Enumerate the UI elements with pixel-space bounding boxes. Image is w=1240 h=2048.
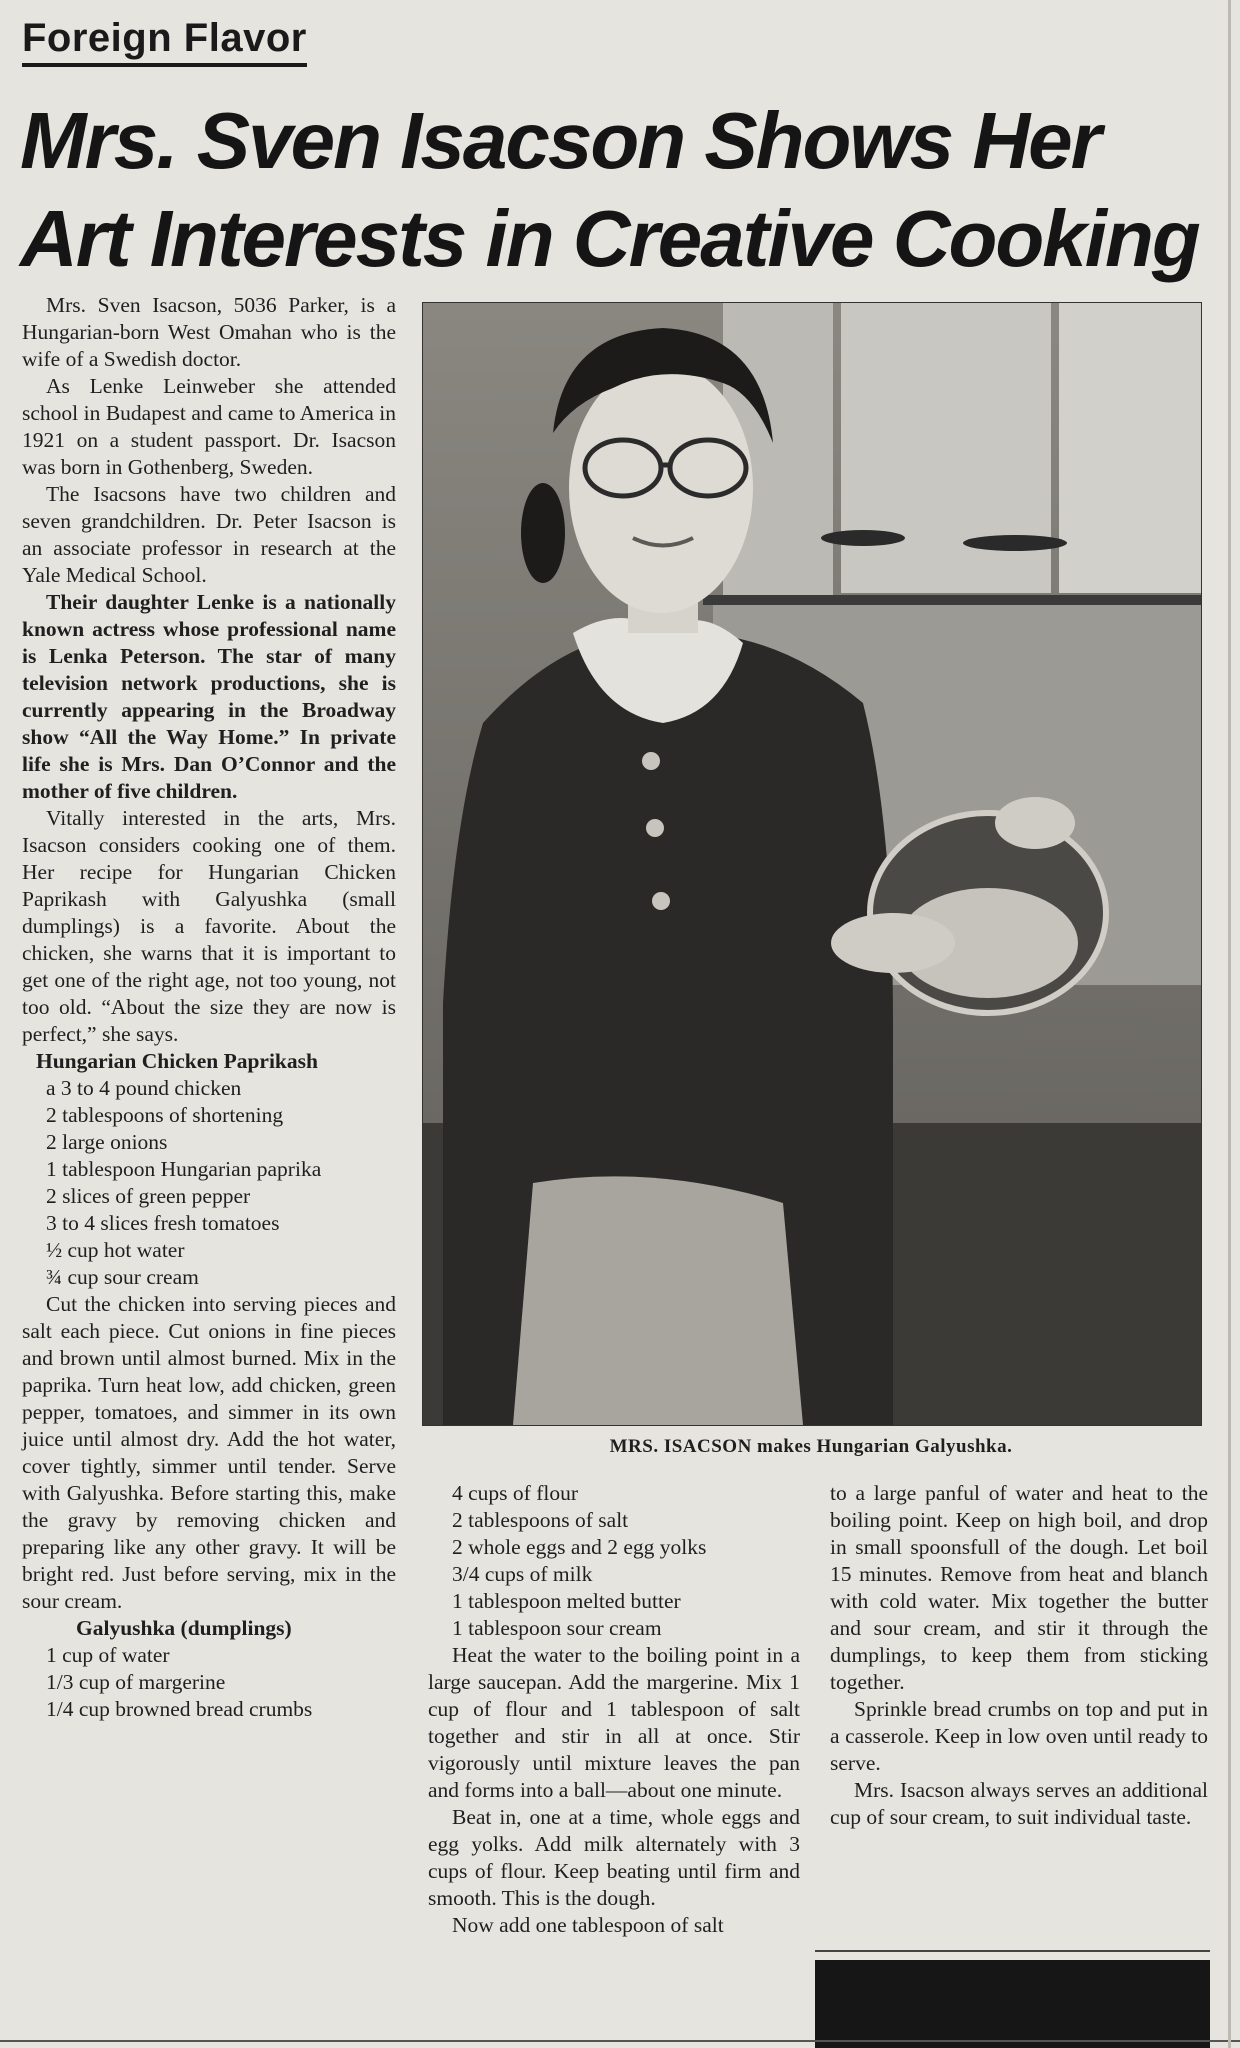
- adjacent-ad-block: [815, 1960, 1210, 2048]
- photo-illustration: [423, 303, 1201, 1425]
- paragraph: Now add one tablespoon of salt: [452, 1913, 724, 1937]
- ingredient: 2 large onions: [46, 1130, 168, 1154]
- cabinet-handle: [821, 530, 905, 546]
- paragraph: Sprinkle bread crumbs on top and put in a casserole. Keep in low oven until ready to serve.: [830, 1697, 1208, 1775]
- section-kicker: Foreign Flavor: [22, 16, 307, 67]
- ingredient: 3 to 4 slices fresh tomatoes: [46, 1211, 280, 1235]
- paragraph: Mrs. Isacson always serves an additional cup of sour cream, to suit individual taste.: [830, 1778, 1208, 1829]
- paragraph: Vitally interested in the arts, Mrs. Isacson considers cooking one of them. Her recipe for Hungarian Chicken Paprikash with Galyushka (small dumplings) is a favorite. About the chicken, she warns that it is important to get one of the right age, not too young, not too old. “About the size they are now is perfect,” she says.: [22, 806, 396, 1046]
- paragraph: The Isacsons have two children and seven grandchildren. Dr. Peter Isacson is an associate professor in research at the Yale Medical School.: [22, 482, 396, 587]
- ingredient: 2 tablespoons of salt: [452, 1508, 629, 1532]
- dress-button: [642, 752, 660, 770]
- article-column-1: [22, 292, 396, 1723]
- paragraph: to a large panful of water and heat to the boiling point. Keep on high boil, and drop in small spoonsfull of the dough. Let boil 15 minutes. Remove from heat and blanch with cold water. Mix together the butter and sour cream, and stir it through the dumplings, to keep them from sticking together.: [830, 1481, 1208, 1694]
- ingredient: a 3 to 4 pound chicken: [46, 1076, 242, 1100]
- photo-caption: MRS. ISACSON makes Hungarian Galyushka.: [609, 1436, 1013, 1457]
- divider: [0, 2040, 1240, 2042]
- paragraph: Mrs. Sven Isacson, 5036 Parker, is a Hungarian-born West Omahan who is the wife of a Swedish doctor.: [22, 293, 396, 371]
- ingredient: 3/4 cups of milk: [452, 1562, 593, 1586]
- dress-button: [646, 819, 664, 837]
- column-rule: [1228, 0, 1231, 2048]
- ingredient: 1 cup of water: [46, 1643, 170, 1667]
- ingredient: 2 tablespoons of shortening: [46, 1103, 284, 1127]
- ingredient: 1 tablespoon Hungarian paprika: [46, 1157, 322, 1181]
- ingredient: 1 tablespoon melted butter: [452, 1589, 681, 1613]
- article-column-3: [830, 1480, 1208, 1831]
- ingredient: 2 whole eggs and 2 egg yolks: [452, 1535, 707, 1559]
- article-column-2: [428, 1480, 800, 1939]
- paragraph: Cut the chicken into serving pieces and salt each piece. Cut onions in fine pieces and brown until almost burned. Mix in the paprika. Turn heat low, add chicken, green pepper, tomatoes, and simmer in its own juice until almost dry. Add the hot water, cover tightly, simmer until tender. Serve with Galyushka. Before starting this, make the gravy by removing chicken and preparing like any other gravy. It will be bright red. Just before serving, mix in the sour cream.: [22, 1292, 396, 1613]
- ingredient: ¾ cup sour cream: [46, 1265, 199, 1289]
- recipe-title-paprikash: Hungarian Chicken Paprikash: [36, 1049, 318, 1073]
- cabinet-handle: [963, 535, 1067, 551]
- divider: [815, 1950, 1210, 1952]
- recipe-title-galyushka: Galyushka (dumplings): [76, 1616, 292, 1640]
- ingredient: 1/3 cup of margerine: [46, 1670, 226, 1694]
- ingredient: ½ cup hot water: [46, 1238, 185, 1262]
- ingredient: 1/4 cup browned bread crumbs: [46, 1697, 313, 1721]
- hand: [831, 913, 955, 973]
- ingredient: 1 tablespoon sour cream: [452, 1616, 662, 1640]
- ingredient: 2 slices of green pepper: [46, 1184, 251, 1208]
- paragraph: Beat in, one at a time, whole eggs and egg yolks. Add milk alternately with 3 cups of flour. Keep beating until firm and smooth. This is the dough.: [428, 1805, 800, 1910]
- ingredient: 4 cups of flour: [452, 1481, 578, 1505]
- headline: Mrs. Sven Isacson Shows Her Art Interests in Creative Cooking: [20, 96, 1199, 283]
- dress-button: [652, 892, 670, 910]
- cabinet-door: [1059, 303, 1201, 593]
- paragraph: Heat the water to the boiling point in a large saucepan. Add the margerine. Mix 1 cup of flour and 1 tablespoon of salt together and stir in all at once. Stir vigorously until mixture leaves the pan and forms into a ball—about one minute.: [428, 1643, 800, 1802]
- paragraph: As Lenke Leinweber she attended school in Budapest and came to America in 1921 on a student passport. Dr. Isacson was born in Gothenberg, Sweden.: [22, 374, 396, 479]
- apron: [513, 1176, 803, 1425]
- paragraph-bold: Their daughter Lenke is a nationally known actress whose professional name is Lenka Peterson. The star of many television network productions, she is currently appearing in the Broadway show “All the Way Home.” In private life she is Mrs. Dan O’Connor and the mother of five children.: [22, 590, 396, 803]
- photo-mrs-isacson: [422, 302, 1202, 1426]
